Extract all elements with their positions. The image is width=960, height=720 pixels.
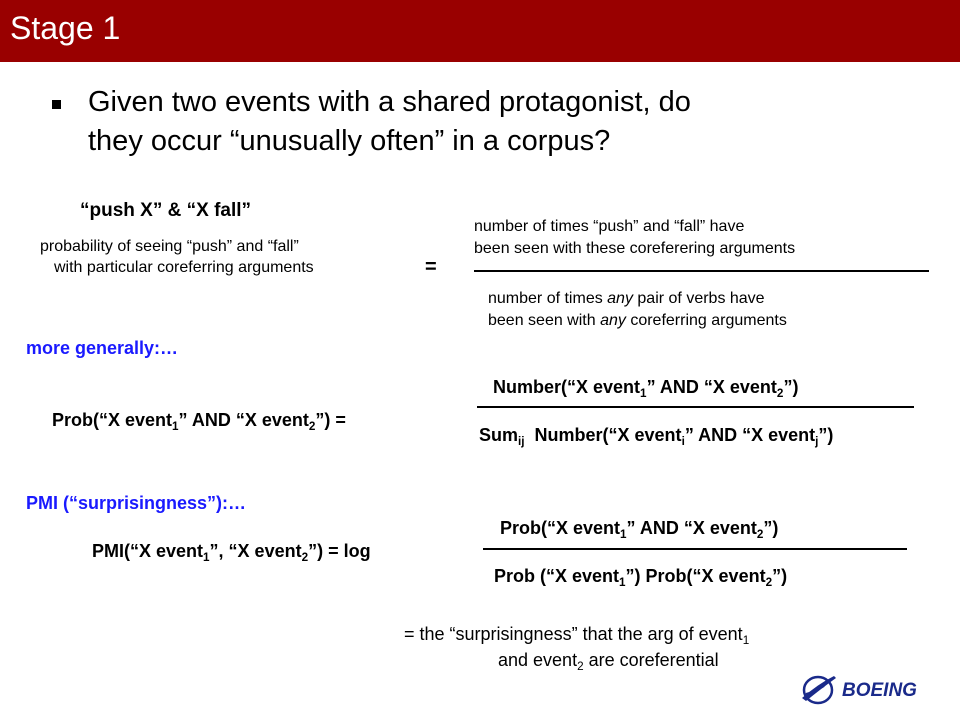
example-lhs-line-2: with particular coreferring arguments [54,259,314,276]
general-denominator: Sum$_{ij}$ Number(“X event$_i$” AND “X event$_j$”) [479,425,834,449]
bullet-square-icon [52,100,61,109]
example-denominator-line-2: been seen with any coreferring arguments [488,312,787,329]
pmi-denominator: Prob (“X event$_1$”) Prob(“X event$_2$”) [494,566,788,590]
example-denominator-line-1: number of times any pair of verbs have [488,290,765,307]
general-fraction-bar [477,406,914,408]
boeing-logo-text: BOEING [842,680,917,701]
example-fraction-bar [474,270,929,272]
more-generally-heading: more generally:… [26,338,179,358]
pmi-numerator: Prob(“X event$_1$” AND “X event$_2$”) [500,518,779,542]
example-lhs-line-1: probability of seeing “push” and “fall” [40,238,299,255]
pmi-heading: PMI (“surprisingness”):… [26,493,247,513]
bullet-text-line-2: they occur “unusually often” in a corpus? [88,125,611,157]
pmi-lhs: PMI(“X event$_1$”, “X event$_2$”) = log [92,541,371,565]
boeing-logo-icon [800,670,950,711]
pmi-fraction-bar [483,548,907,550]
equals-sign: = [425,256,437,278]
pmi-note-line-2: and event$_2$ are coreferential [498,650,719,674]
general-numerator: Number(“X event$_1$” AND “X event$_2$”) [493,377,799,401]
bullet-text-line-1: Given two events with a shared protagonist, do [88,86,691,118]
pmi-note-line-1: = the “surprisingness” that the arg of event$_1$ [404,624,750,648]
example-numerator-line-1: number of times “push” and “fall” have [474,218,745,235]
slide-title: Stage 1 [10,10,121,46]
title-bar [0,0,960,62]
example-label: “push X” & “X fall” [80,200,252,221]
general-lhs: Prob(“X event$_1$” AND “X event$_2$”) = [52,410,346,434]
example-numerator-line-2: been seen with these coreferering arguments [474,240,796,257]
